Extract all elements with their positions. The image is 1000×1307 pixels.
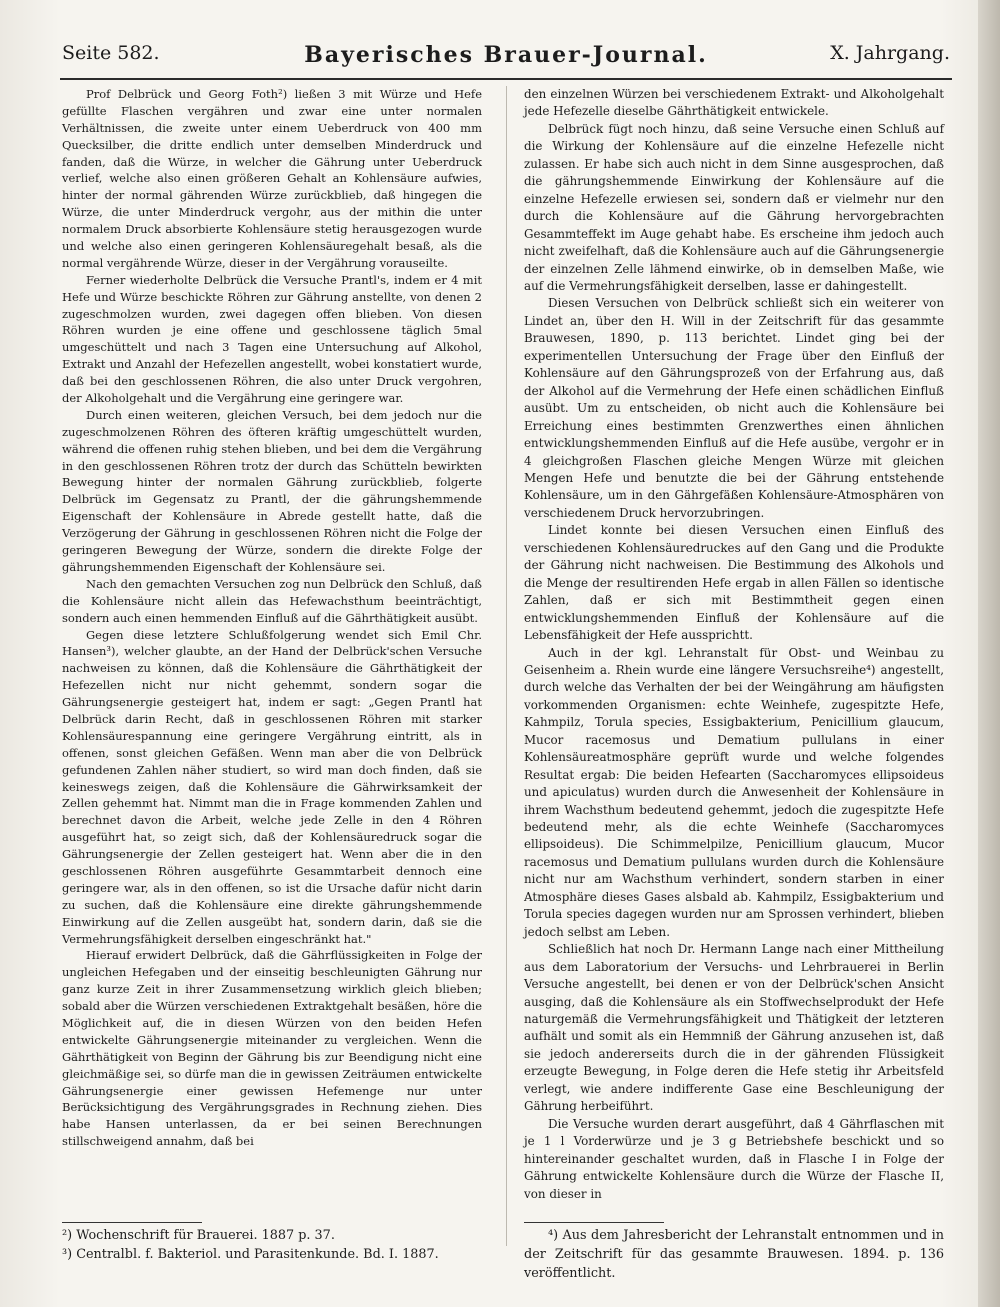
journal-title: Bayerisches Brauer-Journal.	[304, 42, 708, 68]
footnote-rule	[62, 1222, 202, 1223]
footnote-rule	[524, 1222, 664, 1223]
page-edge-shadow	[978, 0, 1000, 1307]
right-column	[524, 86, 944, 1203]
footnote: ²) Wochenschrift für Brauerei. 1887 p. 37.	[62, 1228, 335, 1243]
paragraph: Nach den gemachten Versuchen zog nun Delbrück den Schluß, daß die Kohlensäure nicht allein das Hefewachsthum beeinträchtigt, sondern auch einen hemmenden Einfluß auf die Gährthätigkeit ausübt.	[62, 576, 482, 625]
paragraph: Prof Delbrück und Georg Foth²) ließen 3 mit Würze und Hefe gefüllte Flaschen vergähren und zwar eine unter normalen Verhältnissen, die zweite unter einem Ueberdruck von 400 mm Quecksilber, die dritte endlich unter demselben Minderdruck und fanden, daß die Würze, in welcher die Gährung unter Ueberdruck verlief, welche also einen größeren Gehalt an Kohlensäure aufwies, hinter der normal gährenden Würze zurückblieb, daß hingegen die Würze, die unter Minderdruck vergohr, aus der mithin die unter normalem Druck absorbierte Kohlensäure stetig herausgezogen wurde und welche also einen geringeren Kohlensäuregehalt besaß, als die normal vergährende Würze, dieser in der Vergährung vorauseilte.	[62, 87, 482, 270]
header-rule	[60, 78, 952, 80]
paragraph: Diesen Versuchen von Delbrück schließt sich ein weiterer von Lindet an, über den H. Will in der Zeitschrift für das gesammte Brauwesen, 1890, p. 113 berichtet. Lindet ging bei der experimentellen Untersuchung der Frage über den Einfluß der Kohlensäure auf den Gährungsprozeß von der Erfahrung aus, daß der Alkohol auf die Vermehrung der Hefe einen schädlichen Einfluß ausübt. Um zu entscheiden, ob nicht auch die Kohlensäure bei Erreichung eines bestimmten Grenzwerthes einen ähnlichen entwicklungshemmenden Einfluß auf die Hefe ausübe, vergohr er in 4 gleichgroßen Flaschen gleiche Mengen Würze mit gleichen Mengen Hefe und benutzte die bei der Gährung entstehende Kohlensäure, um in den Gährgefäßen Kohlensäure-Atmosphären von verschiedenem Druck hervorzubringen.	[524, 296, 944, 520]
column-divider	[506, 86, 507, 1246]
page-number: Seite 582.	[62, 42, 160, 64]
footnotes-left	[62, 1226, 482, 1264]
paragraph: Hierauf erwidert Delbrück, daß die Gährflüssigkeiten in Folge der ungleichen Hefegaben und der einseitig beschleunigten Gährung nur ganz kurze Zeit in ihrer Zusammensetzung wirklich gleich blieben; sobald aber die Würzen verschiedenen Extraktgehalt besäßen, höre die Möglichkeit auf, die in diesen Würzen von den beiden Hefen entwickelte Gährungsenergie miteinander zu vergleichen. Wenn die Gährthätigkeit von Beginn der Gährung bis zur Beendigung nicht eine gleichmäßige sei, so dürfe man die in gewissen Zeiträumen entwickelte Gährungsenergie einer gewissen Hefemenge nur unter Berücksichtigung des Vergährungsgrades in Rechnung ziehen. Dies habe Hansen unterlassen, da er bei seinen Berechnungen stillschweigend annahm, daß bei	[62, 948, 482, 1149]
footnote: ³) Centralbl. f. Bakteriol. und Parasitenkunde. Bd. I. 1887.	[62, 1247, 439, 1262]
paragraph: Ferner wiederholte Delbrück die Versuche Prantl's, indem er 4 mit Hefe und Würze beschickte Röhren zur Gährung anstellte, von denen 2 zugeschmolzen wurden, zwei dagegen offen blieben. Von diesen Röhren wurden je eine offene und geschlossene täglich 5mal umgeschüttelt und nach 3 Tagen eine Untersuchung auf Alkohol, Extrakt und Anzahl der Hefezellen angestellt, wobei konstatiert wurde, daß bei den geschlossenen Röhren, die also unter Druck vergohren, der Alkoholgehalt und die Vergährung eine geringere war.	[62, 272, 482, 406]
paragraph: Schließlich hat noch Dr. Hermann Lange nach einer Mittheilung aus dem Laboratorium der Versuchs- und Lehrbrauerei in Berlin Versuche angestellt, bei denen er von der Delbrück'schen Ansicht ausging, daß die Kohlensäure als ein Stoffwechselprodukt der Hefe naturgemäß die Vermehrungsfähigkeit und Thätigkeit der letzteren aufhält und somit als ein Hemmniß der Gährung anzusehen ist, daß sie jedoch andererseits durch die in der gährenden Flüssigkeit erzeugte Bewegung, in Folge deren die Hefe stetig ihr Arbeitsfeld verlegt, wie andere indifferente Gase eine Beschleunigung der Gährung herbeiführt.	[524, 942, 944, 1114]
paragraph: Gegen diese letztere Schlußfolgerung wendet sich Emil Chr. Hansen³), welcher glaubte, an der Hand der Delbrück'schen Versuche nachweisen zu können, daß die Kohlensäure die Gährthätigkeit der Hefezellen nicht nur nicht gehemmt, sondern sogar die Gährungsenergie gesteigert hat, indem er sagt: „Gegen Prantl hat Delbrück darin Recht, daß in geschlossenen Röhren mit starker Kohlensäurespannung eine geringere Vergährung eintritt, als in offenen, sonst gleichen Gefäßen. Wenn man aber die von Delbrück gefundenen Zahlen näher studiert, so wird man doch finden, daß sie keineswegs zeigen, daß die Kohlensäure die Gährwirksamkeit der Zellen gehemmt hat. Nimmt man die in Frage kommenden Zahlen und berechnet davon die Arbeit, welche jede Zelle in den 4 Röhren ausgeführt hat, so zeigt sich, daß der Kohlensäuredruck sogar die Gährungsenergie der Zellen gesteigert hat. Wenn aber die in den geschlossenen Röhren ausgeführte Gesammtarbeit dennoch eine geringere war, als in den offenen, so ist die Ursache dafür nicht darin zu suchen, daß die Kohlensäure eine direkte gährungshemmende Einwirkung auf die Zellen ausgeübt hat, sondern darin, daß sie die Vermehrungsfähigkeit derselben eingeschränkt hat."	[62, 627, 482, 946]
page-header	[62, 36, 950, 76]
paragraph: Durch einen weiteren, gleichen Versuch, bei dem jedoch nur die zugeschmolzenen Röhren des öfteren kräftig umgeschüttelt wurden, während die offenen ruhig stehen blieben, und bei dem die Vergährung in den geschlossenen Röhren trotz der durch das Schütteln bewirkten Bewegung hinter der normalen Gährung zurückblieb, folgerte Delbrück im Gegensatz zu Prantl, der die gährungshemmende Eigenschaft der Kohlensäure in Abrede gestellt hatte, daß die Verzögerung der Gährung in geschlossenen Röhren nicht die Folge der geringeren Bewegung der Würze, sondern die direkte Folge der gährungshemmenden Eigenschaft der Kohlensäure sei.	[62, 407, 482, 574]
paragraph: Die Versuche wurden derart ausgeführt, daß 4 Gährflaschen mit je 1 l Vorderwürze und je 3 g Betriebshefe beschickt und so hintereinander geschaltet wurden, daß in Flasche I in Folge der Gährung entwickelte Kohlensäure durch die Würze der Flasche II, von dieser in	[524, 1116, 944, 1201]
left-column	[62, 86, 482, 1150]
footnote: ⁴) Aus dem Jahresbericht der Lehranstalt entnommen und in der Zeitschrift für das gesammte Brauwesen. 1894. p. 136 veröffentlicht.	[524, 1228, 944, 1281]
paragraph: Delbrück fügt noch hinzu, daß seine Versuche einen Schluß auf die Wirkung der Kohlensäure auf die einzelne Hefezelle nicht zulassen. Er habe sich auch nicht in dem Sinne ausgesprochen, daß die gährungshemmende Einwirkung der Kohlensäure auf die einzelne Hefezelle erwiesen sei, sondern daß er vielmehr nur den durch die Kohlensäure auf die Gährung hervorgebrachten Gesammteffekt im Auge gehabt habe. Es erscheine ihm jedoch auch nicht zweifelhaft, daß die Kohlensäure auch auf die Gährungsenergie der einzelnen Zelle lähmend einwirke, ob in demselben Maße, wie auf die Vermehrungsfähigkeit derselben, lasse er dahingestellt.	[524, 121, 944, 293]
paragraph: Auch in der kgl. Lehranstalt für Obst- und Weinbau zu Geisenheim a. Rhein wurde eine längere Versuchsreihe⁴) angestellt, durch welche das Verhalten der bei der Weingährung am häufigsten vorkommenden Organismen: echte Weinhefe, zugespitzte Hefe, Kahmpilz, Torula species, Essigbakterium, Penicillium glaucum, Mucor racemosus und Dematium pullulans in einer Kohlensäureatmosphäre geprüft wurde und welche folgendes Resultat ergab: Die beiden Hefearten (Saccharomyces ellipsoideus und apiculatus) wurden durch die Anwesenheit der Kohlensäure in ihrem Wachsthum bedeutend gehemmt, jedoch die zugespitzte Hefe bedeutend mehr, als die echte Weinhefe (Saccharomyces ellipsoideus). Die Schimmelpilze, Penicillium glaucum, Mucor racemosus und Dematium pullulans wurden durch die Kohlensäure nicht nur am Wachsthum verhindert, sondern starben in einer Atmosphäre dieses Gases alsbald ab. Kahmpilz, Essigbakterium und Torula species dagegen wurden nur am Sprossen verhindert, blieben jedoch selbst am Leben.	[524, 645, 944, 939]
paragraph: Lindet konnte bei diesen Versuchen einen Einfluß des verschiedenen Kohlensäuredruckes auf den Gang und die Produkte der Gährung nicht nachweisen. Die Bestimmung des Alkohols und die Menge der resultirenden Hefe ergab in allen Fällen so identische Zahlen, daß er sich mit Bestimmtheit gegen einen entwicklungshemmenden Einfluß der Kohlensäure auf die Lebensfähigkeit der Hefe aussprichtt.	[524, 523, 944, 643]
paragraph: den einzelnen Würzen bei verschiedenem Extrakt- und Alkoholgehalt jede Hefezelle dieselbe Gährthätigkeit entwickele.	[524, 87, 944, 119]
volume-label: X. Jahrgang.	[830, 42, 950, 64]
